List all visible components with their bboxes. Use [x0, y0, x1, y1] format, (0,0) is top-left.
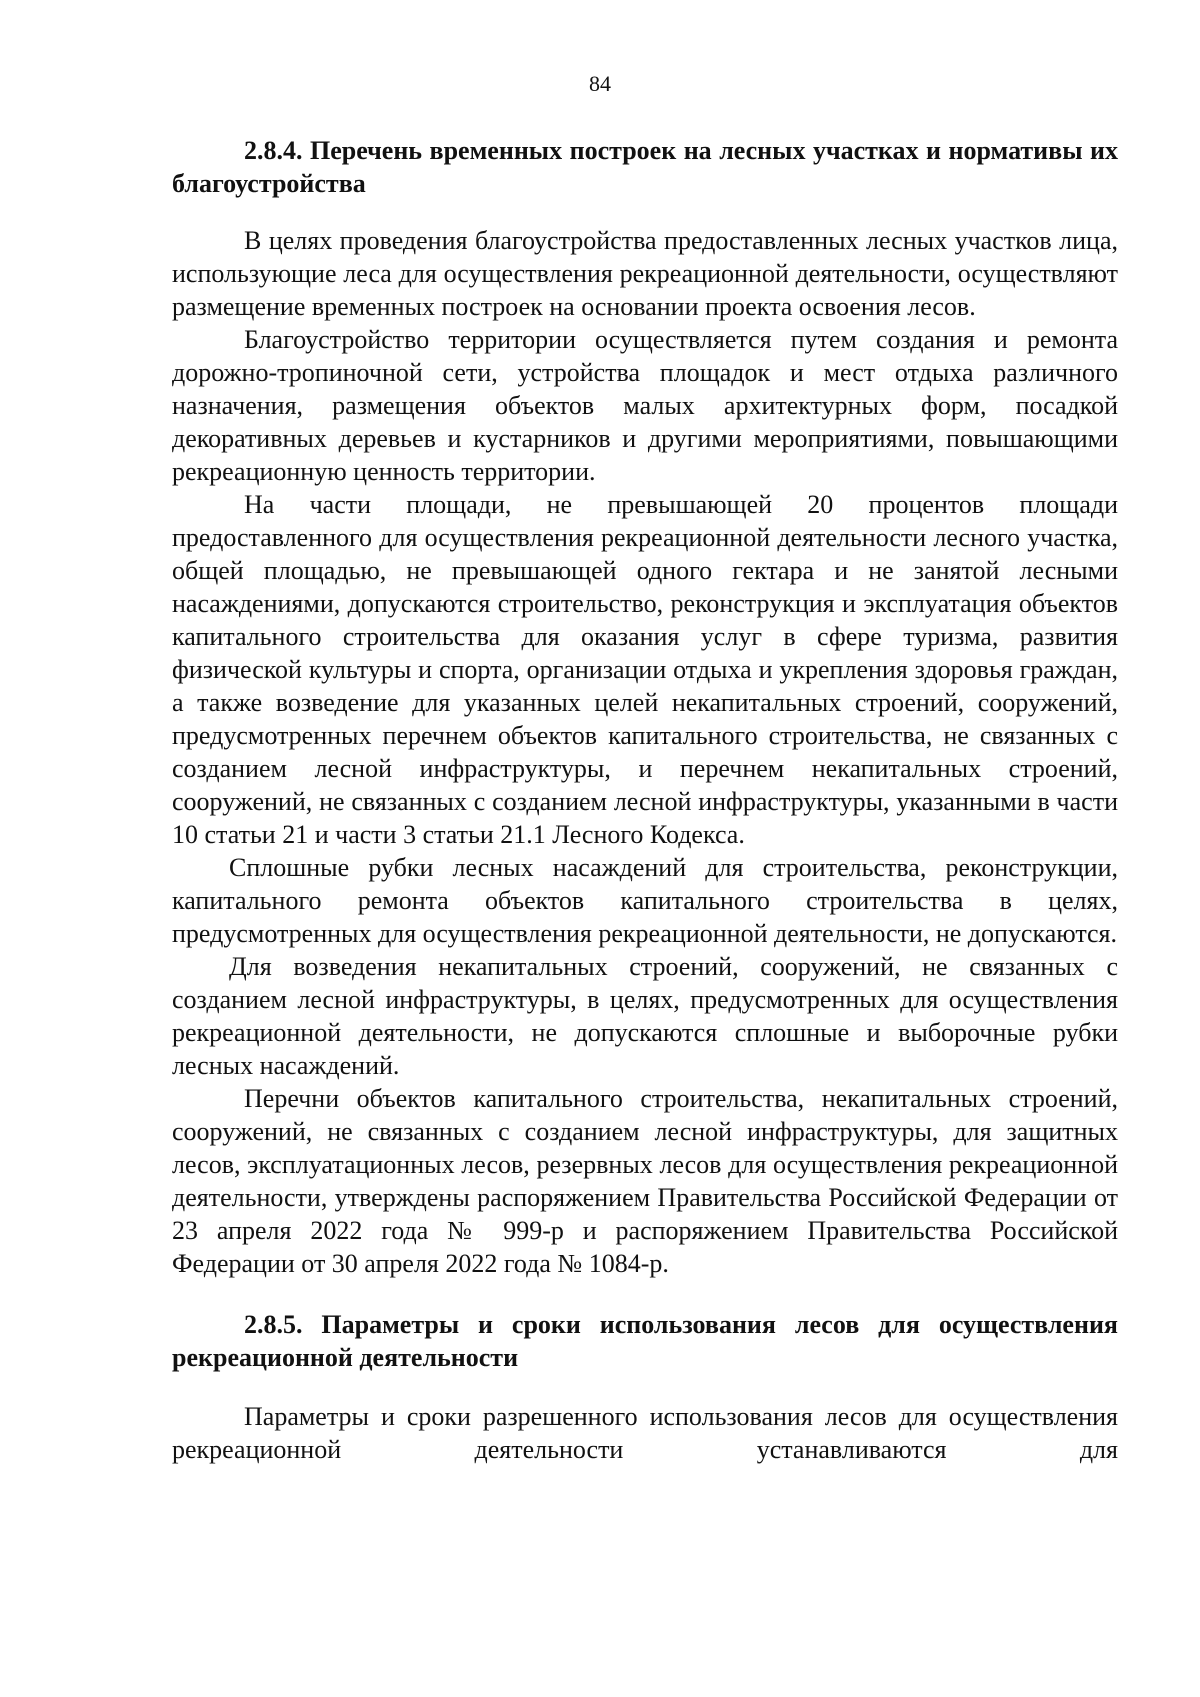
document-body — [172, 134, 1118, 1466]
section-2-8-4-heading: 2.8.4. Перечень временных построек на лесных участках и нормативы их благоустройства — [172, 136, 1118, 198]
paragraph: Параметры и сроки разрешенного использования лесов для осуществления рекреационной деятельности устанавливаются для — [172, 1402, 1118, 1464]
page-number: 84 — [589, 71, 611, 96]
paragraph: Сплошные рубки лесных насаждений для строительства, реконструкции, капитального ремонта объектов капитального строительства в целях, предусмотренных для осуществления рекреационной деятельности, не допускаются. — [172, 853, 1118, 948]
paragraph: Перечни объектов капитального строительства, некапитальных строений, сооружений, не связанных с созданием лесной инфраструктуры, для защитных лесов, эксплуатационных лесов, резервных лесов для осуществления рекреационной деятельности, утверждены распоряжением Правительства Российской Федерации от 23 апреля 2022 года № 999-р и распоряжением Правительства Российской Федерации от 30 апреля 2022 года № 1084-р. — [172, 1084, 1118, 1278]
paragraph: Благоустройство территории осуществляется путем создания и ремонта дорожно-тропиночной сети, устройства площадок и мест отдыха различного назначения, размещения объектов малых архитектурных форм, посадкой декоративных деревьев и кустарников и другими мероприятиями, повышающими рекреационную ценность территории. — [172, 325, 1118, 486]
paragraph: В целях проведения благоустройства предоставленных лесных участков лица, использующие леса для осуществления рекреационной деятельности, осуществляют размещение временных построек на основании проекта освоения лесов. — [172, 226, 1118, 321]
section-2-8-5-heading: 2.8.5. Параметры и сроки использования лесов для осуществления рекреационной деятельности — [172, 1310, 1118, 1372]
paragraph: Для возведения некапитальных строений, сооружений, не связанных с созданием лесной инфраструктуры, в целях, предусмотренных для осуществления рекреационной деятельности, не допускаются сплошные и выборочные рубки лесных насаждений. — [172, 952, 1118, 1080]
paragraph: На части площади, не превышающей 20 процентов площади предоставленного для осуществления рекреационной деятельности лесного участка, общей площадью, не превышающей одного гектара и не занятой лесными насаждениями, допускаются строительство, реконструкция и эксплуатация объектов капитального строительства для оказания услуг в сфере туризма, развития физической культуры и спорта, организации отдыха и укрепления здоровья граждан, а также возведение для указанных целей некапитальных строений, сооружений, предусмотренных перечнем объектов капитального строительства, не связанных с созданием лесной инфраструктуры, и перечнем некапитальных строений, сооружений, не связанных с созданием лесной инфраструктуры, указанными в части 10 статьи 21 и части 3 статьи 21.1 Лесного Кодекса. — [172, 490, 1118, 849]
